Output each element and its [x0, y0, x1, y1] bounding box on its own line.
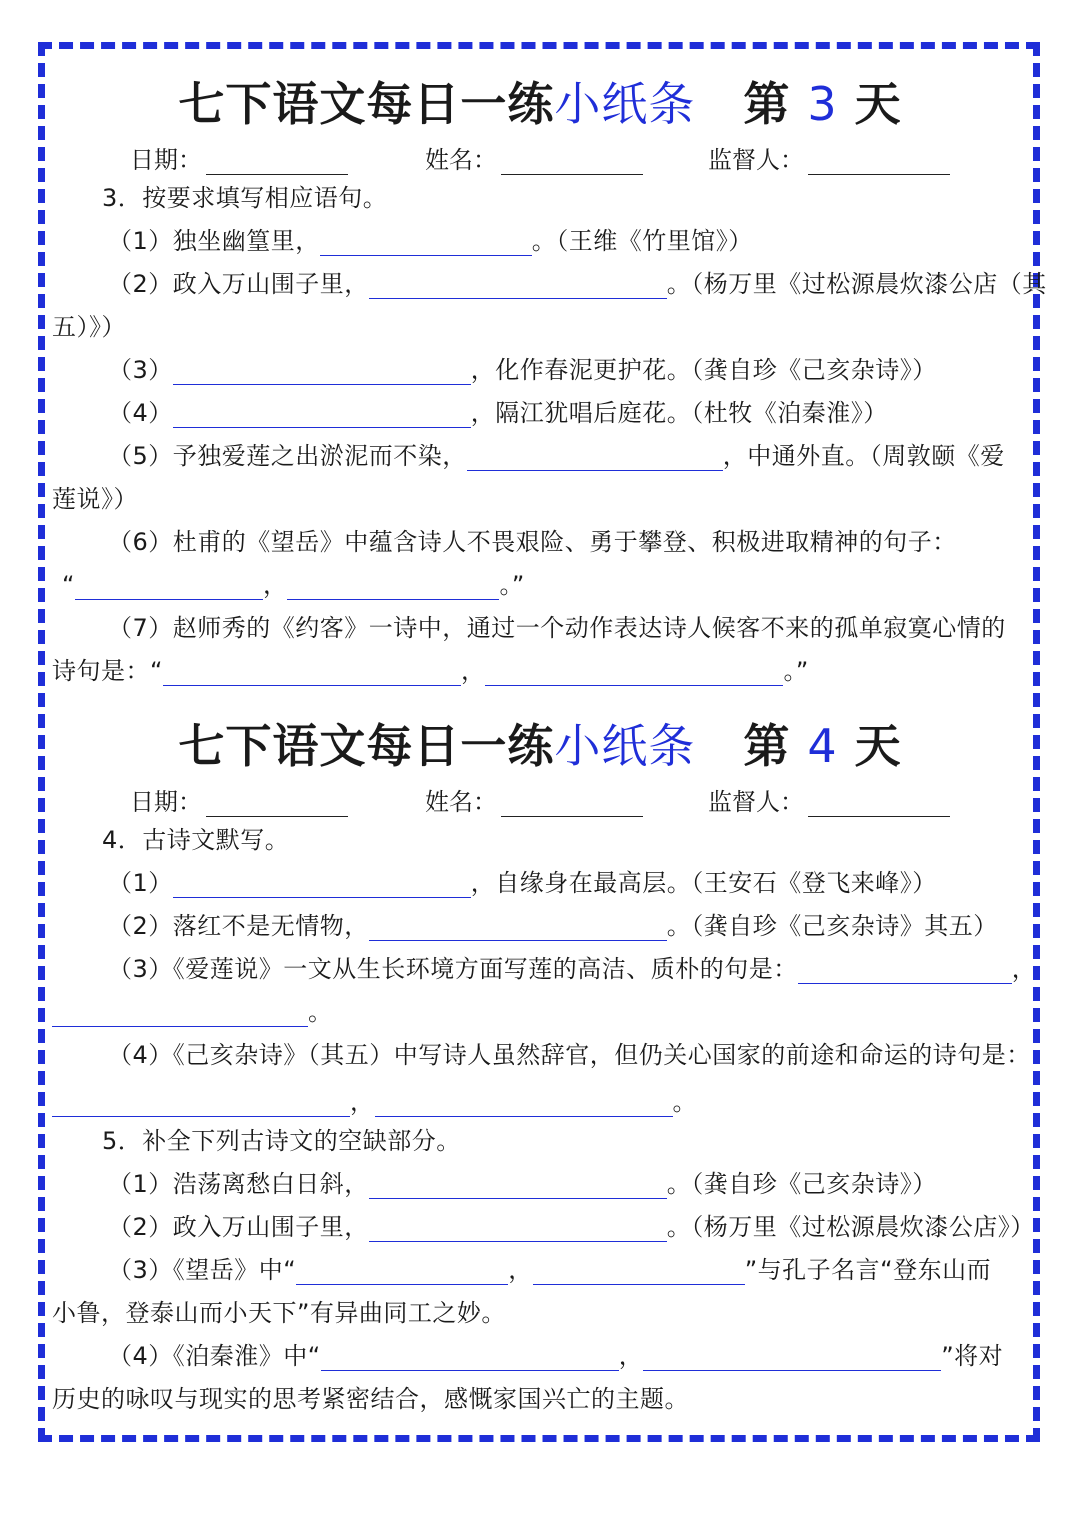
sheet3-day-number: 3: [807, 77, 838, 131]
answer-blank[interactable]: [321, 1348, 619, 1371]
q5-item-4-cont: 历史的咏叹与现实的思考紧密结合，感慨家国兴亡的主题。: [52, 1385, 689, 1413]
q5-3-tail: ”与孔子名言“登东山而: [744, 1256, 992, 1284]
supervisor-blank[interactable]: [808, 152, 950, 175]
answer-blank[interactable]: [163, 663, 461, 686]
sheet3-title-blue: 小纸条: [554, 77, 696, 131]
sheet3-title: [0, 68, 1080, 134]
sheet3-day-prefix: 第: [743, 77, 791, 131]
q4-heading: 4．古诗文默写。: [102, 826, 290, 854]
comma: ，: [508, 1256, 533, 1284]
sheet4-supervisor-field: [708, 782, 950, 817]
period: 。: [672, 1088, 697, 1116]
name-label: 姓名：: [425, 788, 497, 816]
sheet3-date-field: [130, 140, 348, 175]
q5-item-3-cont: 小鲁，登泰山而小天下”有异曲同工之妙。: [52, 1299, 506, 1327]
name-blank[interactable]: [501, 794, 643, 817]
date-label: 日期：: [130, 146, 202, 174]
name-label: 姓名：: [425, 146, 497, 174]
q5-item-3: [108, 1255, 991, 1285]
comma: ，: [618, 1342, 644, 1370]
q5-1-text: （1）浩荡离愁白日斜，: [108, 1170, 369, 1198]
q3-item-7-answer: [52, 656, 809, 686]
sheet3-name-field: [425, 140, 643, 175]
q3-4-text: （4）: [108, 399, 173, 427]
q4-2-source: 。（龚自珍《己亥杂诗》其五）: [666, 912, 998, 940]
q3-item-5-cont: 莲说》）: [52, 485, 138, 513]
answer-blank[interactable]: [173, 405, 471, 428]
q4-item-4: （4）《己亥杂诗》（其五）中写诗人虽然辞官，但仍关心国家的前途和命运的诗句是：: [108, 1041, 1031, 1069]
q3-5-text: （5）予独爱莲之出淤泥而不染，: [108, 442, 467, 470]
answer-blank[interactable]: [375, 1094, 673, 1117]
q4-2-text: （2）落红不是无情物，: [108, 912, 369, 940]
q5-item-1: [108, 1169, 937, 1199]
q5-4-text: （4）《泊秦淮》中“: [108, 1342, 321, 1370]
q4-1-source: ，自缘身在最高层。（王安石《登飞来峰》）: [470, 869, 937, 897]
answer-blank[interactable]: [798, 961, 1012, 984]
date-blank[interactable]: [206, 794, 348, 817]
q3-item-4: [108, 398, 888, 428]
q5-2-source: 。（杨万里《过松源晨炊漆公店》）: [666, 1213, 1035, 1241]
sheet4-title: [0, 710, 1080, 776]
answer-blank[interactable]: [173, 362, 471, 385]
answer-blank[interactable]: [173, 875, 471, 898]
answer-blank[interactable]: [52, 1004, 308, 1027]
q5-item-2: [108, 1212, 1035, 1242]
q5-3-text: （3）《望岳》中“: [108, 1256, 297, 1284]
answer-blank[interactable]: [369, 276, 667, 299]
sheet3-supervisor-field: [708, 140, 950, 175]
sheet4-name-field: [425, 782, 643, 817]
answer-blank[interactable]: [643, 1348, 941, 1371]
q5-2-text: （2）政入万山围子里，: [108, 1213, 369, 1241]
sheet4-day-number: 4: [807, 719, 838, 773]
quote-close: 。”: [783, 657, 809, 685]
answer-blank[interactable]: [52, 1094, 350, 1117]
sheet4-date-field: [130, 782, 348, 817]
q4-item-1: [108, 868, 937, 898]
q3-item-7: （7）赵师秀的《约客》一诗中，通过一个动作表达诗人候客不来的孤单寂寞心情的: [108, 614, 1006, 642]
period: 。: [308, 998, 333, 1026]
sheet3-title-main: 七下语文每日一练: [178, 77, 555, 131]
sheet4-title-blue: 小纸条: [554, 719, 696, 773]
comma: ，: [350, 1088, 375, 1116]
q5-heading: 5．补全下列古诗文的空缺部分。: [102, 1127, 461, 1155]
date-label: 日期：: [130, 788, 202, 816]
answer-blank[interactable]: [533, 1262, 745, 1285]
q3-item-6: （6）杜甫的《望岳》中蕴含诗人不畏艰险、勇于攀登、积极进取精神的句子：: [108, 528, 957, 556]
answer-blank[interactable]: [485, 663, 783, 686]
answer-blank[interactable]: [369, 1219, 667, 1242]
answer-blank[interactable]: [296, 1262, 508, 1285]
q5-4-tail: ”将对: [941, 1342, 1004, 1370]
supervisor-label: 监督人：: [708, 788, 804, 816]
q3-item-2-cont: 五）》）: [52, 313, 126, 341]
q3-1-source: 。（王维《竹里馆》）: [531, 227, 753, 255]
sheet4-day-prefix: 第: [743, 719, 791, 773]
q3-2-source: 。（杨万里《过松源晨炊漆公店（其: [666, 270, 1047, 298]
comma: ，: [1011, 955, 1037, 983]
sheet4-title-main: 七下语文每日一练: [178, 719, 555, 773]
q4-item-2: [108, 911, 998, 941]
q3-7-lead: 诗句是：“: [52, 657, 163, 685]
supervisor-label: 监督人：: [708, 146, 804, 174]
answer-blank[interactable]: [287, 577, 499, 600]
sheet3-day-suffix: 天: [854, 77, 902, 131]
comma: ，: [262, 571, 288, 599]
q4-item-3-cont: [52, 997, 333, 1027]
q3-1-text: （1）独坐幽篁里，: [108, 227, 320, 255]
q4-1-text: （1）: [108, 869, 173, 897]
q4-item-4-answer: [52, 1087, 697, 1117]
quote-close: 。”: [499, 571, 525, 599]
answer-blank[interactable]: [75, 577, 263, 600]
date-blank[interactable]: [206, 152, 348, 175]
q3-4-source: ，隔江犹唱后庭花。（杜牧《泊秦淮》）: [470, 399, 888, 427]
q5-1-source: 。（龚自珍《己亥杂诗》）: [666, 1170, 937, 1198]
comma: ，: [460, 657, 486, 685]
q3-item-3: [108, 355, 937, 385]
q3-5-source: ，中通外直。（周敦颐《爱: [722, 442, 1005, 470]
name-blank[interactable]: [501, 152, 643, 175]
q3-3-text: （3）: [108, 356, 173, 384]
quote-open: “: [62, 571, 75, 599]
answer-blank[interactable]: [320, 233, 532, 256]
answer-blank[interactable]: [369, 918, 667, 941]
q3-item-6-answer: [62, 570, 525, 600]
q4-3-text: （3）《爱莲说》一文从生长环境方面写莲的高洁、质朴的句是：: [108, 955, 798, 983]
q3-item-1: [108, 226, 753, 256]
sheet4-day-suffix: 天: [854, 719, 902, 773]
answer-blank[interactable]: [369, 1176, 667, 1199]
supervisor-blank[interactable]: [808, 794, 950, 817]
q3-2-text: （2）政入万山围子里，: [108, 270, 369, 298]
q3-item-5: [108, 441, 1005, 471]
q4-item-3: [108, 954, 1036, 984]
q3-item-2: [108, 269, 1047, 299]
answer-blank[interactable]: [467, 448, 723, 471]
q3-3-source: ，化作春泥更护花。（龚自珍《己亥杂诗》）: [470, 356, 937, 384]
q3-heading: 3．按要求填写相应语句。: [102, 184, 388, 212]
q5-item-4: [108, 1341, 1003, 1371]
